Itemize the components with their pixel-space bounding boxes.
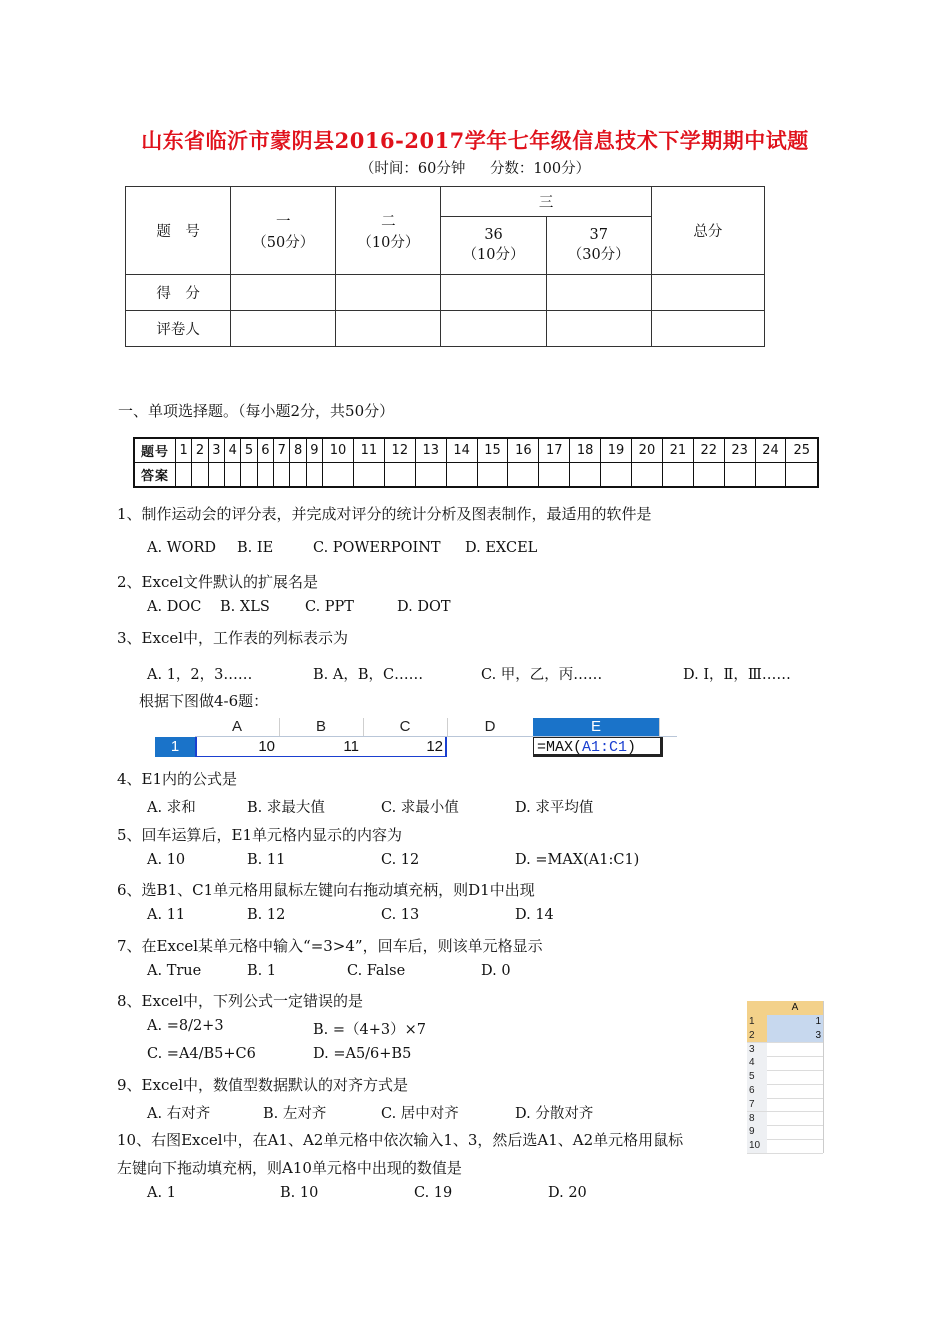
question-3: 3、Excel中，工作表的列标表示为 [117, 629, 349, 647]
mini-sheet-row [747, 1029, 823, 1044]
answer-grid-answer-cell[interactable] [353, 463, 384, 488]
answer-grid-number: 23 [724, 438, 755, 463]
answer-grid-number: 22 [693, 438, 724, 463]
q10-option-a: A. 1 [147, 1185, 176, 1201]
exam-subtitle [0, 157, 950, 178]
answer-grid-number: 2 [192, 438, 208, 463]
question-5: 5、回车运算后，E1单元格内显示的内容为 [117, 826, 403, 844]
answer-grid-answer-cell[interactable] [225, 463, 241, 488]
exam-title: 山东省临沂市蒙阴县2016-2017学年七年级信息技术下学期期中试题 [141, 128, 809, 153]
q36-points: （10分） [462, 247, 525, 263]
mini-row-number: 2 [747, 1029, 767, 1043]
mini-sheet-figure [747, 1001, 824, 1153]
mini-cell-value: 3 [815, 1029, 821, 1041]
q8-option-b: B. =（4+3）×7 [313, 1022, 426, 1038]
answer-grid-number: 20 [632, 438, 663, 463]
q9-option-d: D. 分散对齐 [515, 1106, 594, 1122]
question-1: 1、制作运动会的评分表，并完成对评分的统计分析及图表制作，最适用的软件是 [117, 505, 652, 523]
answer-grid-answer-cell[interactable] [662, 463, 693, 488]
q10-option-c: C. 19 [414, 1185, 453, 1201]
label-score: 得 分 [126, 275, 231, 311]
answer-grid-number: 10 [323, 438, 354, 463]
formula-suffix: ) [627, 739, 637, 756]
q9-option-b: B. 左对齐 [263, 1106, 327, 1122]
answer-grid-number: 8 [290, 438, 306, 463]
mini-row-number: 8 [747, 1112, 767, 1126]
answer-grid-answer-cell[interactable] [257, 463, 273, 488]
mini-row-number: 6 [747, 1084, 767, 1098]
cell-e1-formula [533, 737, 663, 757]
q9-option-c: C. 居中对齐 [381, 1106, 459, 1122]
grader-cell [651, 311, 764, 347]
answer-grid-answer-cell[interactable] [274, 463, 290, 488]
answer-grid-number: 12 [384, 438, 415, 463]
answer-grid-answer-cell[interactable] [384, 463, 415, 488]
mini-row-number: 7 [747, 1098, 767, 1112]
answer-grid-answer-cell[interactable] [508, 463, 539, 488]
answer-grid-number: 25 [786, 438, 818, 463]
q5-option-c: C. 12 [381, 852, 420, 868]
q6-option-a: A. 11 [147, 907, 186, 923]
answer-grid-number: 19 [601, 438, 632, 463]
q5-option-d: D. =MAX(A1:C1) [515, 852, 640, 868]
mini-column-header-a: A [791, 1002, 799, 1013]
q7-option-d: D. 0 [481, 963, 511, 979]
q4-option-c: C. 求最小值 [381, 800, 459, 816]
total-header: 总分 [651, 187, 764, 275]
answer-grid-answer-cell[interactable] [724, 463, 755, 488]
q36-header [441, 217, 546, 275]
mini-sheet-row [747, 1015, 823, 1030]
answer-grid-answer-cell[interactable] [192, 463, 208, 488]
q2-option-b: B. XLS [220, 599, 270, 615]
part2-name: 二 [381, 213, 396, 230]
q6-option-d: D. 14 [515, 907, 554, 923]
part1-header [231, 187, 336, 275]
answer-grid-answer-cell[interactable] [290, 463, 306, 488]
figure-intro: 根据下图做4-6题： [139, 692, 269, 710]
q8-option-a: A. =8/2+3 [147, 1018, 224, 1034]
answer-grid [133, 437, 819, 488]
q4-option-a: A. 求和 [147, 800, 196, 816]
q1-option-d: D. EXCEL [465, 540, 538, 556]
question-10: 10、右图Excel中，在A1、A2单元格中依次输入1、3，然后选A1、A2单元格用鼠标 [117, 1131, 684, 1149]
formula-prefix: =MAX( [537, 739, 583, 756]
answer-grid-answer-cell[interactable] [176, 463, 192, 488]
column-header-e: E [533, 718, 660, 736]
answer-grid-answer-cell[interactable] [306, 463, 322, 488]
mini-row-number: 4 [747, 1056, 767, 1070]
q7-option-c: C. False [347, 963, 406, 979]
score-cell [231, 275, 336, 311]
q5-option-a: A. 10 [147, 852, 186, 868]
q3-option-d: D. Ⅰ，Ⅱ，Ⅲ…… [683, 667, 791, 683]
answer-grid-answer-cell[interactable] [241, 463, 257, 488]
q3-option-b: B. A，B，C…… [313, 667, 424, 683]
column-header-a: A [195, 718, 280, 736]
mini-sheet-row [747, 1139, 823, 1154]
mini-row-number: 1 [747, 1015, 767, 1029]
answer-grid-number: 6 [257, 438, 273, 463]
answer-grid-number: 4 [225, 438, 241, 463]
q2-option-a: A. DOC [147, 599, 202, 615]
q2-option-c: C. PPT [305, 599, 354, 615]
q1-option-c: C. POWERPOINT [313, 540, 441, 556]
score-cell [651, 275, 764, 311]
mini-cell-value: 1 [815, 1016, 821, 1027]
column-header-c: C [363, 718, 448, 736]
grader-cell [336, 311, 441, 347]
q1-option-b: B. IE [237, 540, 274, 556]
score-cell [546, 275, 651, 311]
part2-header [336, 187, 441, 275]
label-question-number: 题 号 [126, 187, 231, 275]
q6-option-c: C. 13 [381, 907, 420, 923]
q36-number: 36 [484, 227, 503, 243]
answer-grid-number: 11 [353, 438, 384, 463]
answer-grid-number: 24 [755, 438, 786, 463]
q1-option-a: A. WORD [147, 540, 217, 556]
answer-grid-number: 16 [508, 438, 539, 463]
part3-name: 三 [441, 187, 651, 217]
grader-cell [441, 311, 546, 347]
answer-grid-number: 14 [446, 438, 477, 463]
mini-row-number: 10 [747, 1139, 767, 1153]
mini-sheet-row [747, 1070, 823, 1085]
grader-cell [231, 311, 336, 347]
q7-option-a: A. True [147, 963, 202, 979]
answer-grid-number: 21 [662, 438, 693, 463]
answer-grid-number: 18 [570, 438, 601, 463]
q4-option-b: B. 求最大值 [247, 800, 325, 816]
q10-option-d: D. 20 [548, 1185, 587, 1201]
q8-option-c: C. =A4/B5+C6 [147, 1046, 256, 1062]
mini-sheet-row [747, 1125, 823, 1140]
answer-grid-answer-cell[interactable] [446, 463, 477, 488]
mini-sheet-row [747, 1056, 823, 1071]
q5-option-b: B. 11 [247, 852, 286, 868]
column-header-d: D [447, 718, 534, 736]
question-10-cont: 左键向下拖动填充柄，则A10单元格中出现的数值是 [117, 1159, 462, 1177]
q9-option-a: A. 右对齐 [147, 1106, 211, 1122]
question-2: 2、Excel文件默认的扩展名是 [117, 573, 319, 591]
answer-grid-answer-cell[interactable] [755, 463, 786, 488]
part2-points: （10分） [357, 234, 420, 251]
question-8: 8、Excel中，下列公式一定错误的是 [117, 992, 364, 1010]
q37-header [546, 217, 651, 275]
row-header-1: 1 [155, 737, 195, 757]
answer-grid-answer-cell[interactable] [693, 463, 724, 488]
question-9: 9、Excel中，数值型数据默认的对齐方式是 [117, 1076, 409, 1094]
answer-grid-answer-cell[interactable] [539, 463, 570, 488]
part1-points: （50分） [252, 234, 315, 251]
answer-grid-number: 17 [539, 438, 570, 463]
answer-grid-answer-cell[interactable] [208, 463, 224, 488]
column-header-b: B [279, 718, 364, 736]
mini-sheet-row [747, 1112, 823, 1127]
q10-option-b: B. 10 [280, 1185, 319, 1201]
answer-grid-answer-cell[interactable] [601, 463, 632, 488]
answer-grid-number: 13 [415, 438, 446, 463]
answer-grid-number: 7 [274, 438, 290, 463]
formula-reference: A1:C1 [582, 739, 628, 756]
answer-grid-number: 9 [306, 438, 322, 463]
question-4: 4、E1内的公式是 [117, 770, 238, 788]
q6-option-b: B. 12 [247, 907, 286, 923]
score-cell [336, 275, 441, 311]
answer-grid-answer-cell[interactable] [477, 463, 508, 488]
excel-figure [155, 718, 677, 758]
grader-cell [546, 311, 651, 347]
score-table [125, 186, 765, 347]
mini-row-number: 9 [747, 1125, 767, 1139]
answer-grid-answer-label: 答案 [134, 463, 176, 488]
q3-option-c: C. 甲，乙，丙…… [481, 667, 603, 683]
answer-grid-answer-cell[interactable] [570, 463, 601, 488]
cell-b1: 11 [343, 738, 359, 755]
mini-sheet-row [747, 1084, 823, 1099]
answer-grid-number: 5 [241, 438, 257, 463]
question-6: 6、选B1、C1单元格用鼠标左键向右拖动填充柄，则D1中出现 [117, 881, 535, 899]
answer-grid-number: 3 [208, 438, 224, 463]
total-score: 分数：100分） [489, 161, 591, 177]
answer-grid-answer-cell[interactable] [415, 463, 446, 488]
q2-option-d: D. DOT [397, 599, 451, 615]
question-7: 7、在Excel某单元格中输入“=3>4”，回车后，则该单元格显示 [117, 937, 543, 955]
answer-grid-number: 1 [176, 438, 192, 463]
answer-grid-number-label: 题号 [134, 438, 176, 463]
score-cell [441, 275, 546, 311]
section-heading: 一、单项选择题。（每小题2分，共50分） [118, 402, 395, 420]
q37-number: 37 [589, 227, 608, 243]
answer-grid-answer-cell[interactable] [632, 463, 663, 488]
answer-grid-answer-cell[interactable] [786, 463, 818, 488]
q37-points: （30分） [567, 247, 630, 263]
mini-sheet-row [747, 1043, 823, 1058]
q7-option-b: B. 1 [247, 963, 277, 979]
q4-option-d: D. 求平均值 [515, 800, 594, 816]
mini-row-number: 5 [747, 1070, 767, 1084]
part1-name: 一 [275, 213, 291, 230]
q3-option-a: A. 1，2，3…… [147, 667, 253, 683]
mini-row-number: 3 [747, 1043, 767, 1057]
answer-grid-answer-cell[interactable] [323, 463, 354, 488]
label-grader: 评卷人 [126, 311, 231, 347]
cell-c1: 12 [426, 738, 443, 755]
answer-grid-number: 15 [477, 438, 508, 463]
cell-a1: 10 [258, 738, 275, 755]
q8-option-d: D. =A5/6+B5 [313, 1046, 412, 1062]
time-limit: （时间：60分钟 [359, 161, 466, 177]
mini-sheet-row [747, 1098, 823, 1113]
